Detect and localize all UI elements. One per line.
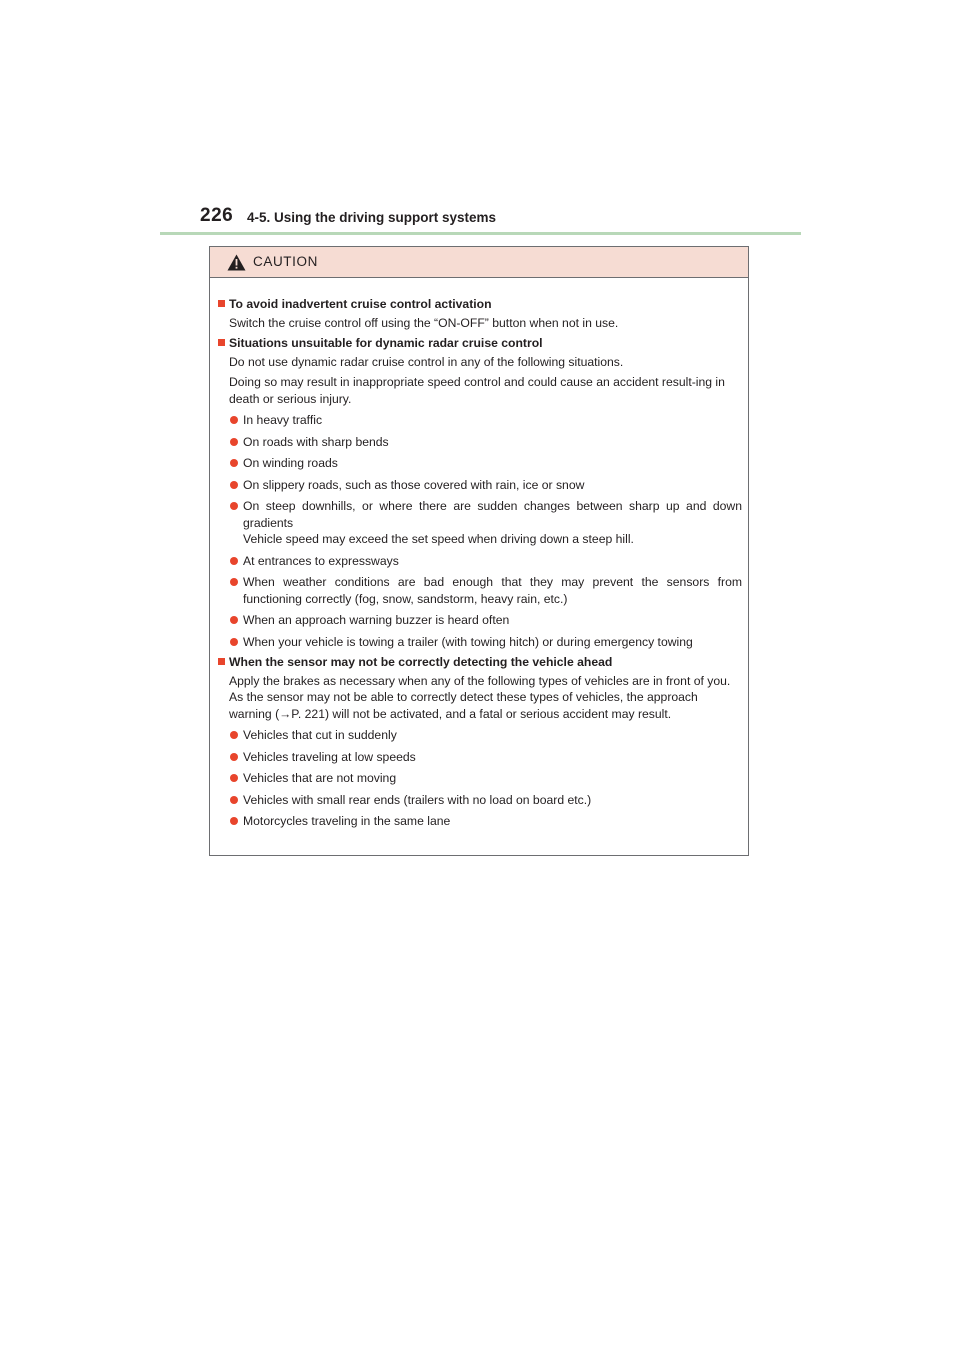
bullet-dot-icon bbox=[230, 753, 238, 761]
bullet-item bbox=[218, 477, 742, 494]
bullet-dot-icon bbox=[230, 638, 238, 646]
bullet-item bbox=[218, 412, 742, 429]
section-heading: To avoid inadvertent cruise control activation bbox=[218, 296, 742, 313]
bullet-text: Vehicles that are not moving bbox=[243, 771, 397, 785]
caution-header bbox=[210, 247, 748, 278]
page-number: 226 bbox=[200, 205, 234, 226]
bullet-item bbox=[218, 574, 742, 607]
bullet-text: In heavy traffic bbox=[243, 413, 323, 427]
bullet-item bbox=[218, 749, 742, 766]
bullet-text: On winding roads bbox=[243, 456, 338, 470]
bullet-dot-icon bbox=[230, 557, 238, 565]
warning-triangle-icon bbox=[227, 254, 246, 271]
section-title: 4-5. Using the driving support systems bbox=[247, 210, 497, 225]
bullet-item bbox=[218, 634, 742, 651]
bullet-text: On roads with sharp bends bbox=[243, 434, 389, 449]
bullet-dot-icon bbox=[230, 616, 238, 624]
bullet-text: At entrances to expressways bbox=[243, 553, 399, 568]
bullet-text: Vehicles that cut in suddenly bbox=[243, 728, 397, 742]
bullet-item bbox=[218, 792, 742, 809]
paragraph: As the sensor may not be able to correctly detect these types of vehicles, the approach warning (→P. 221) will not be activated, and a fatal or serious accident may result. bbox=[229, 690, 698, 721]
caution-label: CAUTION bbox=[253, 254, 318, 269]
bullet-item bbox=[218, 727, 742, 744]
bullet-item bbox=[218, 813, 742, 830]
bullet-text: Motorcycles traveling in the same lane bbox=[243, 814, 451, 828]
header-rule bbox=[160, 232, 801, 235]
bullet-item bbox=[218, 455, 742, 472]
bullet-text: When your vehicle is towing a trailer (with towing hitch) or during emergency towing bbox=[243, 634, 693, 649]
bullet-text: On slippery roads, such as those covered with rain, ice or snow bbox=[243, 477, 585, 492]
bullet-item bbox=[218, 498, 742, 548]
bullet-dot-icon bbox=[230, 481, 238, 489]
paragraph: Switch the cruise control off using the “ON-OFF” button when not in use. bbox=[229, 315, 619, 330]
bullet-dot-icon bbox=[230, 416, 238, 424]
bullet-dot-icon bbox=[230, 459, 238, 467]
bullet-dot-icon bbox=[230, 817, 238, 825]
bullet-text: On steep downhills, or where there are sudden changes between sharp up and down gradients bbox=[243, 499, 742, 530]
bullet-item bbox=[218, 434, 742, 451]
section-heading: When the sensor may not be correctly detecting the vehicle ahead bbox=[218, 654, 742, 671]
bullet-item bbox=[218, 553, 742, 570]
bullet-dot-icon bbox=[230, 796, 238, 804]
bullet-item bbox=[218, 612, 742, 629]
paragraph: Doing so may result in inappropriate speed control and could cause an accident result-ing in death or serious injury. bbox=[229, 375, 725, 406]
caution-box bbox=[209, 246, 749, 856]
section-heading: Situations unsuitable for dynamic radar cruise control bbox=[218, 335, 742, 352]
bullet-dot-icon bbox=[230, 731, 238, 739]
paragraph: Apply the brakes as necessary when any of the following types of vehicles are in front of you. bbox=[229, 673, 731, 688]
bullet-text: Vehicles with small rear ends (trailers with no load on board etc.) bbox=[243, 792, 592, 807]
bullet-text: When weather conditions are bad enough that they may prevent the sensors from functioning correctly (fog, snow, sandstorm, heavy rain, etc.) bbox=[243, 575, 742, 606]
bullet-text: Vehicles traveling at low speeds bbox=[243, 749, 416, 764]
bullet-text: When an approach warning buzzer is heard often bbox=[243, 613, 510, 627]
page-header bbox=[160, 205, 801, 235]
caution-body bbox=[210, 278, 748, 830]
paragraph: Do not use dynamic radar cruise control in any of the following situations. bbox=[229, 354, 624, 369]
bullet-note: Vehicle speed may exceed the set speed when driving down a steep hill. bbox=[243, 532, 634, 546]
bullet-dot-icon bbox=[230, 438, 238, 446]
bullet-dot-icon bbox=[230, 502, 238, 510]
bullet-item bbox=[218, 770, 742, 787]
bullet-dot-icon bbox=[230, 774, 238, 782]
bullet-dot-icon bbox=[230, 578, 238, 586]
